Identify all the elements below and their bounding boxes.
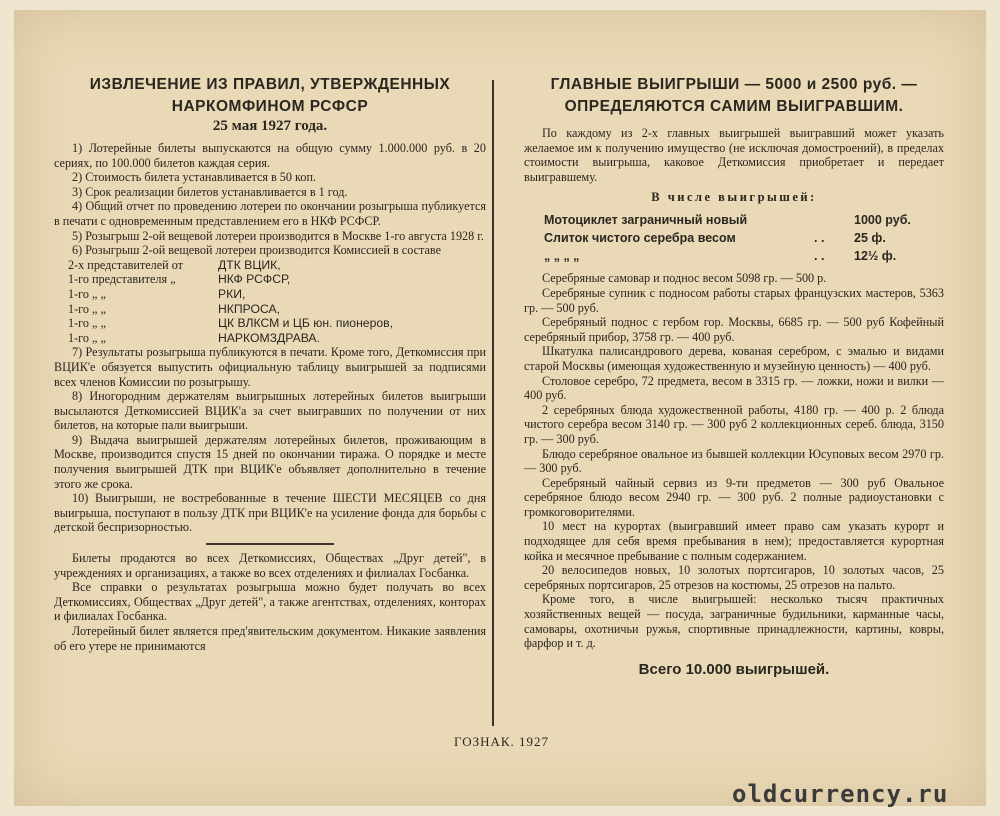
rule-6: 6) Розыгрыш 2-ой вещевой лотереи производится Комиссией в составе (72, 243, 441, 258)
prize-item: Столовое серебро, 72 предмета, весом в 3315 гр. — ложки, ножи и вилки — 400 руб. (524, 373, 944, 403)
commission-row (68, 331, 486, 346)
prize-item: Блюдо серебряное овальное из бывшей коллекции Юсуповых весом 2970 гр. — 300 руб. (524, 446, 944, 476)
rule-10: 10) Выигрыши, не востребованные в течение ШЕСТИ МЕСЯЦЕВ со дня выигрыша, поступают в пользу ДТК при ВЦИК'е на усиление фонда для борьбы с детской беспризорностью. (54, 491, 486, 535)
prize-name: Мотоциклет заграничный новый (544, 213, 748, 228)
member-org: ЦК ВЛКСМ и ЦБ юн. пионеров, (218, 316, 394, 331)
commission-row (68, 272, 486, 287)
column-divider (492, 80, 494, 726)
member-org: НКФ РСФСР, (218, 272, 291, 287)
prize-item: Шкатулка палисандрового дерева, кованая серебром, с эмалью и видами старой Москвы (имеющая художественную и музейную ценность) — 400 руб. (524, 344, 944, 373)
commission-members (68, 258, 486, 346)
member-count: 1-го „ „ (68, 301, 106, 316)
rule-8: 8) Иногородним держателям выигрышных лотерейных билетов выигрыши высылаются Деткомиссией ВЦИК'а за счет выигравших по получении от них билетов, на которые пали выигрыши. (54, 389, 486, 433)
member-count: 1-го „ „ (68, 316, 106, 331)
prize-name: Слиток чистого серебра весом (544, 231, 736, 246)
member-org: РКИ, (218, 286, 246, 301)
prize-item: Серебряный поднос с гербом гор. Москвы, 6685 гр. — 500 руб Кофейный серебряный прибор, 3758 гр. — 400 руб. (524, 315, 944, 344)
member-org: НКПРОСА, (218, 301, 281, 316)
total-prizes: Всего 10.000 выигрышей. (638, 660, 830, 678)
prize-dots: . . (814, 249, 825, 264)
commission-row (68, 316, 486, 331)
prize-dots (814, 211, 854, 229)
rule-2: 2) Стоимость билета устанавливается в 50 коп. (72, 170, 317, 185)
prizes-column (524, 10, 944, 678)
rules-column (54, 10, 486, 653)
prize-item: 2 серебряных блюда художественной работы, 4180 гр. — 400 р. 2 блюда чистого серебра весом 3140 гр. — 300 руб 2 коллекционных сереб. блюда, 3150 гр. — 300 руб. (524, 402, 944, 446)
prize-name: „ „ „ „ (544, 249, 580, 264)
commission-row (68, 258, 486, 273)
member-count: 1-го „ „ (68, 286, 106, 301)
rule-5: 5) Розыгрыш 2-ой вещевой лотереи производится в Москве 1-го августа 1928 г. (72, 228, 484, 243)
inquiries-info: Все справки о результатах розыгрыша можно будет получать во всех Деткомиссиях, Обществах „Друг детей", а также агентствах, отделениях, конторах и филиалах Госбанка. (54, 580, 486, 624)
rules-date: 25 мая 1927 года. (212, 118, 328, 134)
rule-7: 7) Результаты розыгрыша публикуются в печати. Кроме того, Деткомиссия при ВЦИК'е обязуется выпустить официальную таблицу выигрышей за подписями всех членов Комиссии по розыгрышу. (54, 345, 486, 389)
member-count: 1-го представителя „ (68, 272, 176, 287)
member-org: НАРКОМЗДРАВА. (218, 330, 320, 345)
prize-item: 10 мест на курортах (выигравший имеет право сам указать курорт и подходящее для себя время пребывания в нем); предоставляется курортная койка и месячное пребывание с полным содержанием. (524, 519, 944, 563)
prize-item: Кроме того, в числе выигрышей: несколько тысяч практичных хозяйственных вещей — посуда, заграничные будильники, карманные часы, самовары, охотничьи ружья, спортивные принадлежности, картины, ковры, фарфор и т. д. (524, 592, 944, 651)
prizes-subtitle: В числе выигрышей: (651, 190, 817, 205)
rule-9: 9) Выдача выигрышей держателям лотерейных билетов, проживающим в Москве, производится спустя 15 дней по окончании тиража. О порядке и месте получения выигрышей ДТК при ВЦИК'е объявляет дополнительно в течение этого же срока. (54, 432, 486, 491)
section-divider (206, 543, 334, 545)
printer-mark: ГОЗНАК. 1927 (454, 734, 550, 749)
rules-title-line2: НАРКОМФИНОМ РСФСР (171, 98, 369, 115)
commission-row (68, 302, 486, 317)
prize-row (544, 229, 944, 247)
bearer-notice: Лотерейный билет является пред'явительским документом. Никакие заявления об его утере не принимаются (54, 624, 486, 653)
main-prizes-intro: По каждому из 2-х главных выигрышей выигравший может указать желаемое им к получению имущество (не исключая домостроений), в пределах стоимости выигрыша, каковое Деткомиссия приобретает и передает выигравшему. (524, 126, 944, 184)
prize-item: 20 велосипедов новых, 10 золотых портсигаров, 10 золотых часов, 25 серебряных портсигаров, 25 отрезов на костюмы, 25 отрезов на пальто. (524, 563, 944, 592)
site-watermark: oldcurrency.ru (732, 780, 949, 808)
prize-row (544, 211, 944, 229)
rule-1: 1) Лотерейные билеты выпускаются на общую сумму 1.000.000 руб. в 20 сериях, по 100.000 билетов каждая серия. (54, 141, 486, 170)
prize-dots: . . (814, 231, 825, 246)
prize-value: 25 ф. (854, 231, 886, 246)
main-prizes-title-line1: ГЛАВНЫЕ ВЫИГРЫШИ — 5000 и 2500 руб. — (550, 76, 918, 93)
rule-3: 3) Срок реализации билетов устанавливается в 1 год. (72, 184, 348, 199)
sales-info: Билеты продаются во всех Деткомиссиях, Обществах „Друг детей", в учреждениях и организациях, а также во всех отделениях и филиалах Госбанка. (54, 551, 486, 580)
member-count: 1-го „ „ (68, 330, 106, 345)
rule-4: 4) Общий отчет по проведению лотереи по окончании розыгрыша публикуется в печати с одновременным представлением его в НКФ РСФСР. (54, 199, 486, 228)
prize-value: 1000 руб. (854, 213, 911, 228)
commission-row (68, 287, 486, 302)
prize-value: 12½ ф. (854, 249, 897, 264)
prize-item: Серебряные самовар и поднос весом 5098 гр. — 500 р. (542, 271, 827, 286)
prize-item: Серебряный чайный сервиз из 9-ти предметов — 300 руб Овальное серебряное блюдо весом 2940 гр. — 300 руб. 2 полные радиоустановки с громкоговорителями. (524, 475, 944, 519)
prize-row (544, 247, 944, 265)
prize-item: Серебряные супник с подносом работы старых французских мастеров, 5363 гр. — 500 руб. (524, 285, 944, 315)
lottery-ticket-back (14, 10, 986, 806)
rules-title-line1: ИЗВЛЕЧЕНИЕ ИЗ ПРАВИЛ, УТВЕРЖДЕННЫХ (89, 76, 451, 93)
main-prizes-title-line2: ОПРЕДЕЛЯЮТСЯ САМИМ ВЫИГРАВШИМ. (564, 98, 904, 115)
member-count: 2-х представителей от (68, 257, 183, 272)
member-org: ДТК ВЦИК, (218, 257, 281, 272)
